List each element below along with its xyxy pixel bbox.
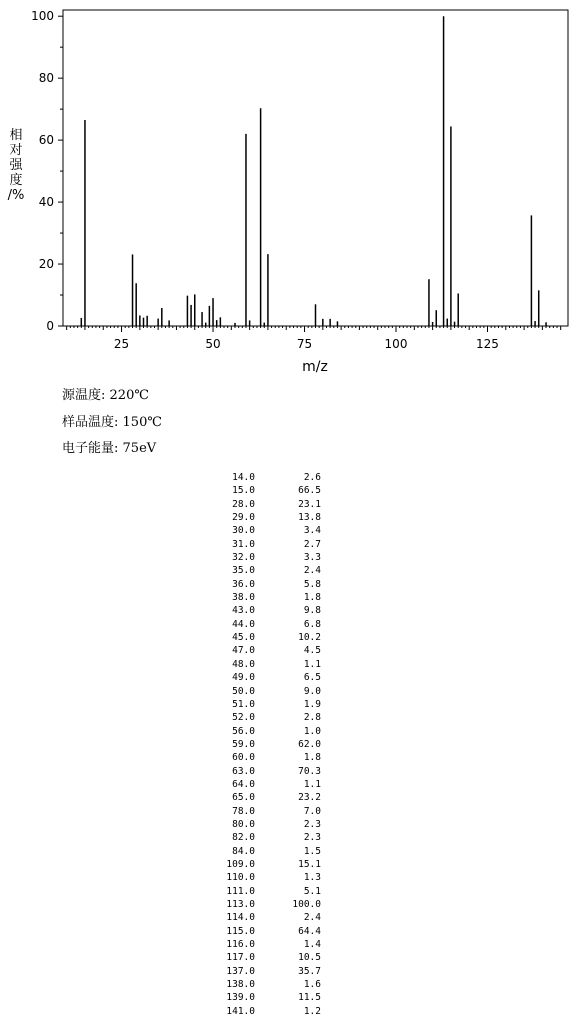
peak-abundance: 5.8 bbox=[303, 578, 321, 590]
peak-abundance: 4.5 bbox=[303, 645, 321, 657]
y-tick-label: 100 bbox=[31, 9, 54, 24]
peak-mz: 28.0 bbox=[232, 498, 255, 510]
peak-table bbox=[205, 471, 321, 1018]
peak-table-row bbox=[205, 591, 321, 604]
x-tick-label: 50 bbox=[205, 337, 221, 351]
peak-abundance: 1.8 bbox=[303, 592, 321, 604]
peak-table-row bbox=[205, 738, 321, 751]
y-tick-label: 0 bbox=[46, 319, 54, 333]
peak-mz: 31.0 bbox=[232, 538, 255, 550]
peak-table-row bbox=[205, 978, 321, 991]
y-axis-label-char: 强 bbox=[9, 158, 23, 173]
peak-table-row bbox=[205, 631, 321, 644]
peak-abundance: 35.7 bbox=[298, 965, 321, 977]
peak-table-row bbox=[205, 498, 321, 511]
peak-mz: 14.0 bbox=[232, 472, 255, 483]
y-axis-label-char: 对 bbox=[9, 143, 23, 158]
condition-label: 样品温度: bbox=[62, 415, 119, 430]
peak-abundance: 70.3 bbox=[298, 765, 321, 777]
peak-table-row bbox=[205, 524, 321, 537]
peak-mz: 111.0 bbox=[226, 885, 255, 897]
x-tick-label: 25 bbox=[113, 337, 130, 351]
peak-table-row bbox=[205, 538, 321, 551]
peak-mz: 50.0 bbox=[232, 685, 255, 697]
peak-mz: 114.0 bbox=[226, 912, 255, 924]
y-tick-label: 40 bbox=[38, 195, 54, 210]
peak-table-row bbox=[205, 471, 321, 484]
peak-mz: 109.0 bbox=[226, 858, 255, 870]
plot-frame bbox=[63, 10, 568, 326]
x-tick-label: 125 bbox=[476, 337, 499, 351]
peak-abundance: 23.1 bbox=[298, 498, 321, 510]
peak-table-row bbox=[205, 765, 321, 778]
peak-abundance: 9.0 bbox=[303, 685, 321, 697]
peak-table-row bbox=[205, 925, 321, 938]
peak-mz: 78.0 bbox=[232, 805, 255, 817]
peak-mz: 15.0 bbox=[232, 485, 255, 497]
peak-abundance: 2.3 bbox=[303, 832, 321, 844]
peak-abundance: 1.2 bbox=[303, 1005, 321, 1017]
peak-mz: 52.0 bbox=[232, 712, 255, 724]
peak-mz: 30.0 bbox=[232, 525, 255, 537]
source-temperature bbox=[62, 384, 149, 403]
spectrum-bars bbox=[81, 16, 546, 326]
peak-abundance: 100.0 bbox=[292, 899, 321, 910]
peak-table-row bbox=[205, 658, 321, 671]
peak-table-row bbox=[205, 1005, 321, 1018]
peak-table-row bbox=[205, 965, 321, 978]
peak-abundance: 2.4 bbox=[303, 565, 321, 577]
peak-mz: 56.0 bbox=[232, 725, 255, 737]
peak-abundance: 2.3 bbox=[303, 818, 321, 830]
peak-abundance: 10.5 bbox=[298, 952, 321, 964]
peak-abundance: 10.2 bbox=[298, 632, 321, 644]
peak-table-row bbox=[205, 685, 321, 698]
peak-mz: 48.0 bbox=[232, 658, 255, 670]
y-axis-label-char: 度 bbox=[9, 173, 23, 188]
peak-table-row bbox=[205, 885, 321, 898]
peak-table-row bbox=[205, 898, 321, 911]
peak-abundance: 6.8 bbox=[303, 618, 321, 630]
peak-table-row bbox=[205, 751, 321, 764]
x-tick-label: 100 bbox=[384, 337, 408, 351]
peak-table-row bbox=[205, 618, 321, 631]
chart-axes bbox=[31, 9, 568, 351]
y-axis-label-char: /% bbox=[7, 188, 25, 203]
peak-abundance: 1.0 bbox=[303, 725, 321, 737]
peak-table-row bbox=[205, 484, 321, 497]
peak-table-row bbox=[205, 858, 321, 871]
condition-value: 75eV bbox=[122, 441, 157, 456]
peak-mz: 82.0 bbox=[232, 832, 255, 844]
y-tick-label: 80 bbox=[38, 71, 54, 86]
peak-mz: 63.0 bbox=[232, 765, 255, 777]
peak-abundance: 1.3 bbox=[303, 872, 321, 884]
peak-mz: 60.0 bbox=[232, 752, 255, 764]
condition-label: 电子能量: bbox=[62, 441, 119, 456]
peak-abundance: 3.4 bbox=[303, 525, 321, 537]
condition-label: 源温度: bbox=[62, 388, 106, 403]
peak-table-row bbox=[205, 911, 321, 924]
peak-mz: 139.0 bbox=[226, 992, 255, 1004]
peak-table-row bbox=[205, 604, 321, 617]
x-axis-label: m/z bbox=[302, 359, 328, 375]
peak-mz: 64.0 bbox=[232, 778, 255, 790]
peak-table-row bbox=[205, 778, 321, 791]
peak-abundance: 7.0 bbox=[303, 805, 321, 817]
peak-abundance: 62.0 bbox=[298, 738, 321, 750]
peak-table-row bbox=[205, 991, 321, 1004]
y-axis-label bbox=[7, 128, 25, 203]
peak-abundance: 2.6 bbox=[303, 472, 321, 483]
peak-mz: 137.0 bbox=[226, 965, 255, 977]
peak-abundance: 1.6 bbox=[303, 979, 321, 991]
peak-table-row bbox=[205, 578, 321, 591]
peak-table-row bbox=[205, 831, 321, 844]
peak-mz: 113.0 bbox=[226, 899, 255, 910]
peak-table-row bbox=[205, 644, 321, 657]
peak-table-row bbox=[205, 725, 321, 738]
peak-abundance: 1.5 bbox=[303, 845, 321, 857]
peak-table-row bbox=[205, 818, 321, 831]
peak-table-row bbox=[205, 698, 321, 711]
peak-abundance: 15.1 bbox=[298, 858, 321, 870]
peak-abundance: 64.4 bbox=[298, 925, 321, 937]
y-tick-label: 60 bbox=[38, 133, 54, 148]
peak-abundance: 9.8 bbox=[303, 605, 321, 617]
peak-mz: 47.0 bbox=[232, 645, 255, 657]
peak-abundance: 6.5 bbox=[303, 672, 321, 684]
peak-abundance: 66.5 bbox=[298, 485, 321, 497]
peak-mz: 45.0 bbox=[232, 632, 255, 644]
peak-table-row bbox=[205, 845, 321, 858]
peak-abundance: 2.4 bbox=[303, 912, 321, 924]
peak-table-row bbox=[205, 511, 321, 524]
peak-abundance: 11.5 bbox=[298, 992, 321, 1004]
mass-spectrum-chart bbox=[0, 0, 570, 380]
peak-mz: 51.0 bbox=[232, 698, 255, 710]
peak-mz: 38.0 bbox=[232, 592, 255, 604]
peak-mz: 84.0 bbox=[232, 845, 255, 857]
peak-table-row bbox=[205, 564, 321, 577]
peak-table-row bbox=[205, 805, 321, 818]
peak-table-row bbox=[205, 711, 321, 724]
peak-mz: 32.0 bbox=[232, 552, 255, 564]
peak-mz: 80.0 bbox=[232, 818, 255, 830]
peak-abundance: 1.8 bbox=[303, 752, 321, 764]
peak-mz: 115.0 bbox=[226, 925, 255, 937]
peak-abundance: 3.3 bbox=[303, 552, 321, 564]
peak-abundance: 2.7 bbox=[303, 538, 321, 550]
peak-mz: 35.0 bbox=[232, 565, 255, 577]
peak-abundance: 1.4 bbox=[303, 939, 321, 951]
peak-mz: 44.0 bbox=[232, 618, 255, 630]
peak-mz: 65.0 bbox=[232, 792, 255, 804]
x-tick-label: 75 bbox=[296, 337, 313, 351]
peak-abundance: 2.8 bbox=[303, 712, 321, 724]
peak-table-row bbox=[205, 938, 321, 951]
y-axis-label-char: 相 bbox=[9, 128, 23, 143]
peak-abundance: 1.1 bbox=[303, 778, 321, 790]
condition-value: 220℃ bbox=[109, 388, 149, 403]
peak-abundance: 13.8 bbox=[298, 512, 321, 524]
peak-mz: 110.0 bbox=[226, 872, 255, 884]
peak-mz: 36.0 bbox=[232, 578, 255, 590]
peak-mz: 116.0 bbox=[226, 939, 255, 951]
sample-temperature bbox=[62, 411, 162, 430]
peak-mz: 117.0 bbox=[226, 952, 255, 964]
peak-mz: 59.0 bbox=[232, 738, 255, 750]
peak-mz: 49.0 bbox=[232, 672, 255, 684]
peak-abundance: 1.1 bbox=[303, 658, 321, 670]
peak-mz: 29.0 bbox=[232, 512, 255, 524]
peak-mz: 138.0 bbox=[226, 979, 255, 991]
peak-table-row bbox=[205, 671, 321, 684]
condition-value: 150℃ bbox=[122, 415, 162, 430]
peak-abundance: 1.9 bbox=[303, 698, 321, 710]
peak-table-row bbox=[205, 791, 321, 804]
peak-abundance: 5.1 bbox=[303, 885, 321, 897]
peak-mz: 141.0 bbox=[226, 1005, 255, 1017]
peak-table-row bbox=[205, 871, 321, 884]
peak-abundance: 23.2 bbox=[298, 792, 321, 804]
peak-table-row bbox=[205, 551, 321, 564]
peak-mz: 43.0 bbox=[232, 605, 255, 617]
peak-table-row bbox=[205, 951, 321, 964]
y-tick-label: 20 bbox=[38, 257, 54, 272]
electron-energy bbox=[62, 437, 156, 456]
